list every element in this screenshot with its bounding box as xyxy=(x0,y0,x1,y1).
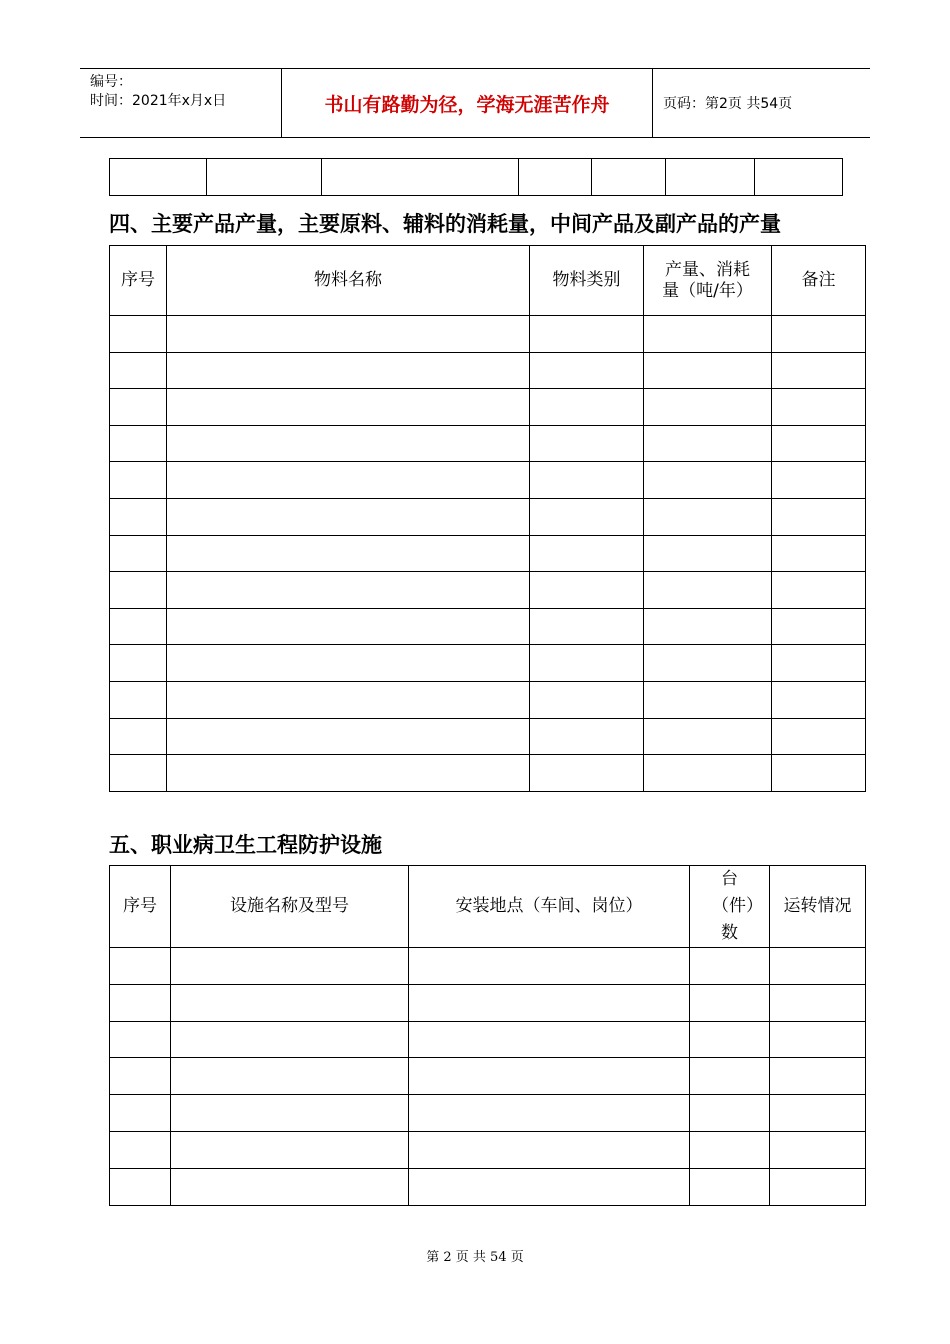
table-row xyxy=(110,572,866,609)
table-cell[interactable] xyxy=(770,1058,866,1095)
table-cell[interactable] xyxy=(110,389,167,426)
table-cell[interactable] xyxy=(770,1168,866,1205)
table-cell[interactable] xyxy=(167,462,530,499)
table-cell[interactable] xyxy=(770,984,866,1021)
table-cell[interactable] xyxy=(690,948,770,985)
table-cell[interactable] xyxy=(644,681,772,718)
table-cell xyxy=(110,159,207,196)
table-cell[interactable] xyxy=(690,1058,770,1095)
table-row xyxy=(110,1131,866,1168)
table-cell[interactable] xyxy=(772,718,866,755)
table-row xyxy=(110,645,866,682)
table-cell[interactable] xyxy=(772,755,866,792)
table-cell[interactable] xyxy=(409,984,690,1021)
table-cell[interactable] xyxy=(167,755,530,792)
materials-table-body xyxy=(110,316,866,792)
table-cell[interactable] xyxy=(690,1021,770,1058)
table-cell[interactable] xyxy=(772,462,866,499)
table-cell[interactable] xyxy=(171,984,409,1021)
col-header-index: 序号 xyxy=(110,866,171,948)
table-cell[interactable] xyxy=(167,572,530,609)
table-header-row xyxy=(110,866,866,948)
table-row xyxy=(110,755,866,792)
table-row xyxy=(110,608,866,645)
table-row xyxy=(110,948,866,985)
table-cell xyxy=(519,159,592,196)
table-row xyxy=(110,389,866,426)
table-cell[interactable] xyxy=(530,645,644,682)
table-cell[interactable] xyxy=(644,498,772,535)
table-cell[interactable] xyxy=(171,1095,409,1132)
col-header-index: 序号 xyxy=(110,246,167,316)
table-cell[interactable] xyxy=(167,535,530,572)
table-cell[interactable] xyxy=(690,1131,770,1168)
table-cell xyxy=(592,159,666,196)
table-cell[interactable] xyxy=(110,984,171,1021)
table-cell[interactable] xyxy=(772,498,866,535)
section5-title: 五、职业病卫生工程防护设施 xyxy=(109,833,382,857)
table-cell[interactable] xyxy=(770,948,866,985)
continued-table xyxy=(109,158,843,196)
table-cell[interactable] xyxy=(530,718,644,755)
table-cell[interactable] xyxy=(171,1168,409,1205)
table-cell[interactable] xyxy=(530,316,644,353)
table-cell[interactable] xyxy=(644,755,772,792)
table-cell xyxy=(322,159,519,196)
table-cell[interactable] xyxy=(530,498,644,535)
table-header-row xyxy=(110,246,866,316)
table-cell[interactable] xyxy=(690,1168,770,1205)
table-cell[interactable] xyxy=(530,608,644,645)
table-row xyxy=(110,316,866,353)
table-cell xyxy=(755,159,843,196)
table-cell[interactable] xyxy=(530,755,644,792)
table-cell[interactable] xyxy=(110,1131,171,1168)
table-cell[interactable] xyxy=(644,352,772,389)
col-header-material-name: 物料名称 xyxy=(167,246,530,316)
table-cell[interactable] xyxy=(409,1095,690,1132)
table-cell[interactable] xyxy=(530,462,644,499)
table-row xyxy=(110,1095,866,1132)
table-cell[interactable] xyxy=(644,535,772,572)
table-cell[interactable] xyxy=(171,1021,409,1058)
page-footer: 第 2 页 共 54 页 xyxy=(426,1250,524,1265)
table-cell[interactable] xyxy=(167,316,530,353)
table-cell[interactable] xyxy=(409,1021,690,1058)
table-cell[interactable] xyxy=(110,1168,171,1205)
table-cell[interactable] xyxy=(110,755,167,792)
table-cell[interactable] xyxy=(110,425,167,462)
table-cell[interactable] xyxy=(772,535,866,572)
table-cell[interactable] xyxy=(110,645,167,682)
table-cell[interactable] xyxy=(110,572,167,609)
table-cell[interactable] xyxy=(690,984,770,1021)
header-page-code: 页码：第2页 共54页 xyxy=(663,96,793,112)
table-cell[interactable] xyxy=(770,1021,866,1058)
table-cell[interactable] xyxy=(770,1095,866,1132)
table-row xyxy=(110,1168,866,1205)
table-cell[interactable] xyxy=(644,389,772,426)
table-cell[interactable] xyxy=(690,1095,770,1132)
table-cell[interactable] xyxy=(110,498,167,535)
table-cell[interactable] xyxy=(167,718,530,755)
table-cell[interactable] xyxy=(110,316,167,353)
protection-facilities-table xyxy=(109,865,866,1206)
table-cell[interactable] xyxy=(110,1095,171,1132)
doc-time: 时间：2021年x月x日 xyxy=(90,93,227,109)
table-cell[interactable] xyxy=(772,572,866,609)
table-cell[interactable] xyxy=(772,645,866,682)
table-cell[interactable] xyxy=(644,572,772,609)
table-cell[interactable] xyxy=(530,389,644,426)
table-cell[interactable] xyxy=(110,608,167,645)
table-cell[interactable] xyxy=(772,389,866,426)
table-cell[interactable] xyxy=(167,645,530,682)
table-cell[interactable] xyxy=(644,645,772,682)
table-row xyxy=(110,425,866,462)
col-header-operation-status: 运转情况 xyxy=(770,866,866,948)
col-header-remarks: 备注 xyxy=(772,246,866,316)
table-cell[interactable] xyxy=(409,1168,690,1205)
col-header-quantity-label: 产量、消耗量（吨/年） xyxy=(662,259,753,301)
doc-number-label: 编号： xyxy=(90,74,132,90)
table-cell[interactable] xyxy=(171,1058,409,1095)
table-row xyxy=(110,159,843,196)
table-row xyxy=(110,462,866,499)
table-cell[interactable] xyxy=(770,1131,866,1168)
table-cell[interactable] xyxy=(110,1021,171,1058)
protection-table-body xyxy=(110,948,866,1206)
table-row xyxy=(110,1058,866,1095)
table-row xyxy=(110,1021,866,1058)
table-cell[interactable] xyxy=(409,1131,690,1168)
table-cell[interactable] xyxy=(530,681,644,718)
document-header xyxy=(80,68,870,138)
materials-table xyxy=(109,245,866,792)
section4-title: 四、主要产品产量，主要原料、辅料的消耗量，中间产品及副产品的产量 xyxy=(109,212,781,236)
col-header-material-type: 物料类别 xyxy=(530,246,644,316)
table-cell[interactable] xyxy=(171,1131,409,1168)
col-header-quantity xyxy=(644,246,772,316)
table-cell[interactable] xyxy=(644,608,772,645)
table-cell[interactable] xyxy=(171,948,409,985)
table-cell[interactable] xyxy=(644,462,772,499)
table-cell[interactable] xyxy=(772,316,866,353)
table-cell[interactable] xyxy=(167,498,530,535)
table-cell[interactable] xyxy=(530,572,644,609)
header-motto: 书山有路勤为径，学海无涯苦作舟 xyxy=(281,69,653,137)
table-cell[interactable] xyxy=(167,608,530,645)
table-cell[interactable] xyxy=(167,389,530,426)
table-cell[interactable] xyxy=(772,425,866,462)
table-cell[interactable] xyxy=(167,681,530,718)
col-header-facility-name: 设施名称及型号 xyxy=(171,866,409,948)
table-cell xyxy=(666,159,755,196)
table-cell[interactable] xyxy=(110,948,171,985)
table-cell[interactable] xyxy=(644,316,772,353)
table-cell[interactable] xyxy=(110,1058,171,1095)
table-cell[interactable] xyxy=(644,425,772,462)
header-meta xyxy=(80,69,281,137)
table-cell[interactable] xyxy=(110,681,167,718)
table-cell[interactable] xyxy=(409,948,690,985)
table-cell[interactable] xyxy=(110,535,167,572)
table-cell xyxy=(207,159,322,196)
table-cell[interactable] xyxy=(772,681,866,718)
table-row xyxy=(110,984,866,1021)
table-cell[interactable] xyxy=(530,535,644,572)
table-cell[interactable] xyxy=(409,1058,690,1095)
table-row xyxy=(110,535,866,572)
table-cell[interactable] xyxy=(110,352,167,389)
col-header-unit-count xyxy=(690,866,770,948)
table-cell[interactable] xyxy=(644,718,772,755)
table-row xyxy=(110,498,866,535)
table-row xyxy=(110,681,866,718)
table-cell[interactable] xyxy=(110,718,167,755)
col-header-install-location: 安装地点（车间、岗位） xyxy=(409,866,690,948)
table-row xyxy=(110,718,866,755)
table-cell[interactable] xyxy=(530,352,644,389)
table-cell[interactable] xyxy=(167,425,530,462)
table-cell[interactable] xyxy=(110,462,167,499)
table-cell[interactable] xyxy=(167,352,530,389)
table-row xyxy=(110,352,866,389)
table-cell[interactable] xyxy=(530,425,644,462)
table-cell[interactable] xyxy=(772,352,866,389)
col-header-unit-count-label: 台（件）数 xyxy=(712,869,763,943)
table-cell[interactable] xyxy=(772,608,866,645)
